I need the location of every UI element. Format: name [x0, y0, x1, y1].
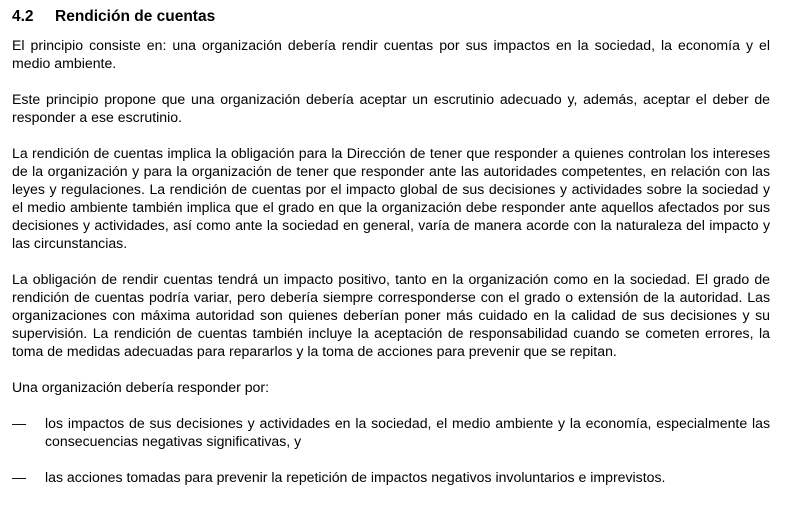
dash-bullet: — [12, 415, 27, 431]
responsibility-list [12, 414, 770, 486]
paragraph-scrutiny: Este principio propone que una organización debería aceptar un escrutinio adecuado y, además, aceptar el deber de responder a ese escrutinio. [12, 91, 770, 125]
document-page [12, 6, 770, 504]
section-title: Rendición de cuentas [55, 8, 216, 25]
paragraph-principle: El principio consiste en: una organización debería rendir cuentas por sus impactos en la sociedad, la economía y el medio ambiente. [12, 37, 770, 71]
paragraph-obligation: La rendición de cuentas implica la obligación para la Dirección de tener que responder a quienes controlan los intereses de la organización y para la organización de tener que responder ante las autoridades competentes, en relación con las leyes y regulaciones. La rendición de cuentas por el impacto global de sus decisiones y actividades sobre la sociedad y el medio ambiente también implica que el grado en que la organización debe responder ante aquellos afectados por sus decisiones y actividades, así como ante la sociedad en general, varía de manera acorde con la naturaleza del impacto y las circunstancias. [12, 145, 770, 251]
section-number: 4.2 [12, 8, 34, 25]
paragraph-positive-impact: La obligación de rendir cuentas tendrá un impacto positivo, tanto en la organización como en la sociedad. El grado de rendición de cuentas podría variar, pero debería siempre corresponderse con el grado o extensión de la autoridad. Las organizaciones con máxima autoridad son quienes deberían poner más cuidado en la calidad de sus decisiones y su supervisión. La rendición de cuentas también incluye la aceptación de responsabilidad cuando se cometen errores, la toma de medidas adecuadas para repararlos y la toma de acciones para prevenir que se repitan. [12, 271, 770, 359]
list-item-text: las acciones tomadas para prevenir la repetición de impactos negativos involuntarios e imprevistos. [45, 469, 666, 485]
section-heading [12, 6, 770, 28]
paragraph-list-intro: Una organización debería responder por: [12, 379, 269, 395]
dash-bullet: — [12, 469, 27, 485]
list-item-text: los impactos de sus decisiones y actividades en la sociedad, el medio ambiente y la economía, especialmente las consecuencias negativas significativas, y [45, 415, 770, 449]
list-item [12, 468, 770, 486]
list-item [12, 414, 770, 450]
